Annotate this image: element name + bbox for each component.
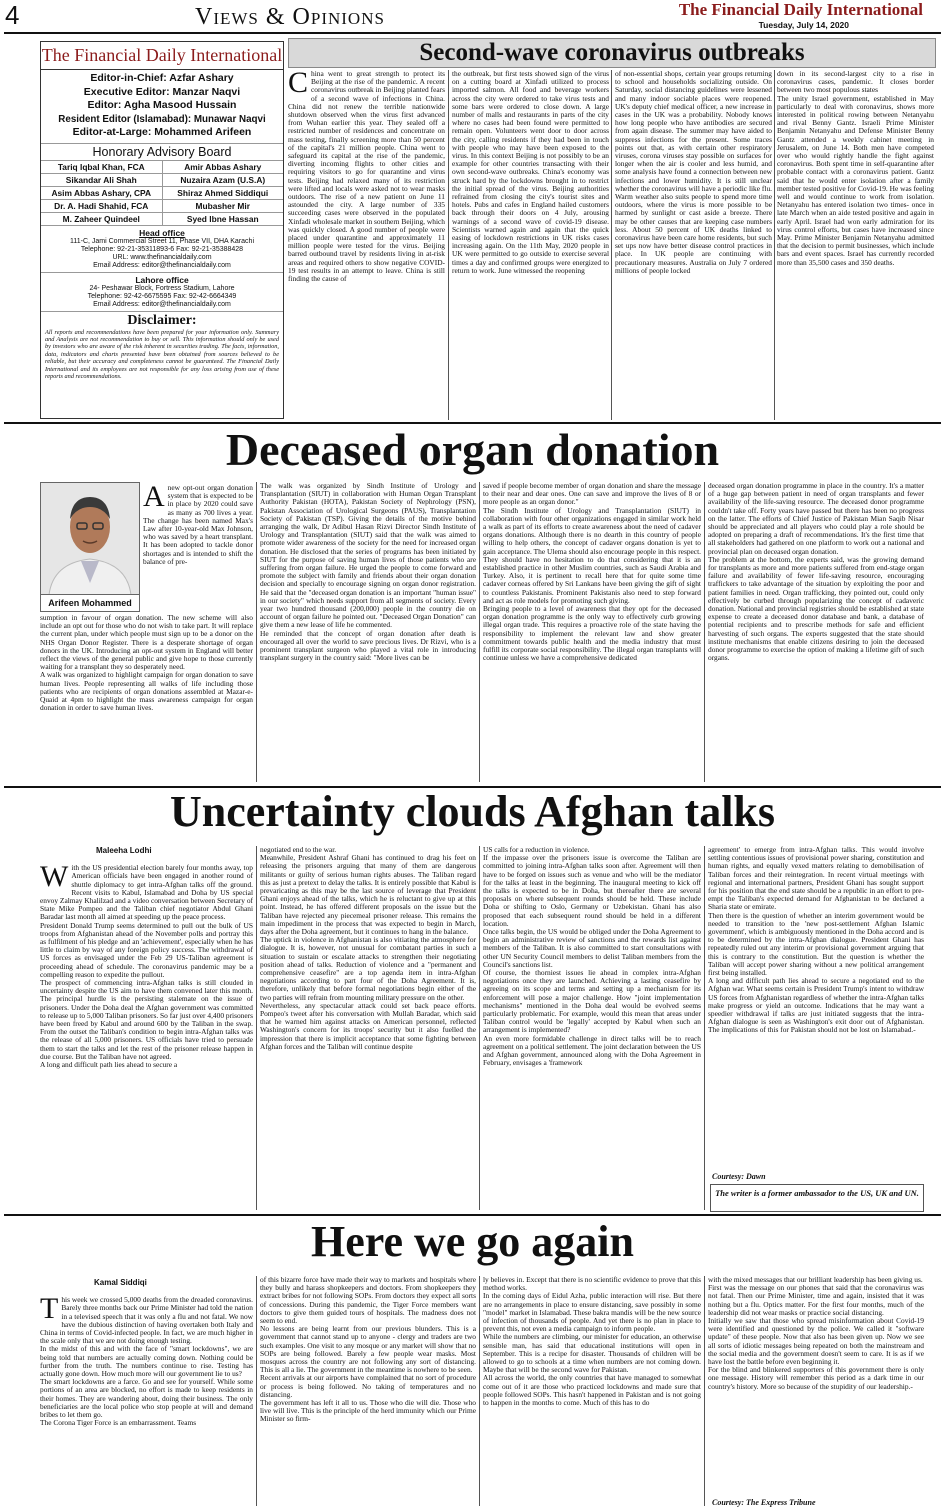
lahore-office-line: 24- Peshawar Block, Fortress Stadium, Lahore: [89, 284, 235, 292]
executive-editor: Executive Editor: Manzar Naqvi: [83, 85, 241, 98]
head-office-title: Head office: [139, 227, 185, 238]
again-byline: Kamal Siddiqi: [94, 1278, 147, 1287]
second-wave-column-1: [288, 70, 445, 422]
afghan-column-4: agreement' to emerge from intra-Afghan talks. This would involve settling contentious issues of provisional power sharing, constitution and human rights, and equally vexed matters relating to demobilisation of Taliban forces and their reintegration. In recent virtual meetings with regional and international partners, President Ghani has sought support for his position that the end state should be a republic in an effort to pre-empt the Taliban's expected demand for Afghanistan to be declared a Sharia state or emirate. Then there is the question of whether an interim government would be needed to transition to the 'new post-settlement Afghan Islamic government', which is ambiguously mentioned in the Doha accord and is to be determined by the intra-Afghan dialogue. President Ghani has repeatedly ruled out any interim or provisional government arguing that this is contrary to the constitution. But the question is whether the Taliban will accept power sharing without a new political arrangement first being installed. A long and difficult path lies ahead to secure a negotiated end to the Afghan war. What seems certain is President Trump's intent to withdraw US forces from Afghanistan regardless of whether the intra-Afghan talks make progress or yield an outcome. Indications that he may want a speedier withdrawal if talks are just initiated suggests that the intra-Afghan dialogue is seen as Washington's exit door out of Afghanistan. The implications of this for Pakistan should not be lost on Islamabad.-: [708, 846, 924, 1035]
afghan-column-2: negotiated end to the war. Meanwhile, President Ashraf Ghani has continued to drag his feet on releasing the prisoners arguing that many of them are dangerous militants or guilty of serious human rights abuses. The Taliban regard this as just a pretext to delay the talks. It is entirely possible that Kabul is prevaricating as this may be the last source of leverage that President Ghani enjoys ahead of the talks, which he is reluctant to give up at this point. Instead, he has offered different proposals on the issue but the Taliban have rejected any piecemeal prisoner release. This remains the main impediment in the process that was expected to begin in March, days after the Doha agreement, but it continues to hang in the balance. The uptick in violence in Afghanistan is also vitiating the atmosphere for dialogue. It is, however, not unusual for combatant parties in such a situation to sustain or escalate attacks to strengthen their negotiating position ahead of talks. Reduction of violence and a "permanent and comprehensive ceasefire" are a top agenda item in intra-Afghan negotiations according to part four of the Doha Agreement. It is, therefore, unlikely that before formal negotiations begin either of the two parties will refrain from mounting military pressure on the other. Nevertheless, any spectacular attack could set back peace efforts. Pompeo's tweet after his conversation with Mullah Baradar, which said that he warned him against attacks on American personnel, reflected Washington's concern for its troops' security but it also fuelled the impression that there is implicit acceptance that some fighting between Afghan forces and the Taliban will continue despite: [260, 846, 476, 1051]
column-divider: [479, 482, 480, 782]
column-divider: [704, 482, 705, 782]
organ-headline: Deceased organ donation: [225, 424, 720, 475]
column-divider: [256, 846, 257, 1210]
column-divider: [611, 70, 612, 420]
advisor: Shiraz Ahmed Siddiqui: [163, 187, 284, 200]
editor-at-large: Editor-at-Large: Mohammed Arifeen: [72, 126, 252, 138]
column-divider: [774, 70, 775, 420]
second-wave-column-3: of non-essential shops, certain year groups returning to school and households socializing outside. On Saturday, social distancing guidelines were lessened and many indoor sociable places were reopened. UK's deputy chief medical officer, a new increase in cases in the UK was a probability. Nobody knows how long people who have antibodies are secured from again disease. The summer may have aided to suppress infections for the present. Some traces points out that, as with certain other respiratory viruses, corona viruses stay possible on surfaces for longer when the air is cooler and less humid, and some analysis have found a connection between new infections and lower humidity. It is still unclear whether the coronavirus will have a periodic like flu. Warm weather also suits people to spend more time outdoors, where the virus is more possible to be harmed by sunlight or cast aside a breeze. There may be other causes that are keeping case numbers less. About 50 percent of UK deaths linked to coronavirus have been care home residents, but such set ups now have better disease control practices in place. In UK people are continuing with precautionary measures. Australia on July 7 ordered millions of people locked: [615, 70, 772, 275]
second-wave-headline: Second-wave coronavirus outbreaks: [419, 39, 805, 66]
organ-col1-top-text: new opt-out organ donation system that is expected to be in place by 2020 could save as many as 700 lives a year. The change has been named Max's Law after 10-year-old Max Johnson, who was saved by a heart transplant. It has been adopted to tackle donor shortages and is intended to shift the balance of pre-: [143, 484, 253, 566]
drop-cap: A: [143, 484, 165, 513]
advisor: Syed Ibne Hassan: [163, 213, 284, 226]
author-portrait-icon: [41, 483, 139, 595]
head-office-line: Email Address: editor@thefinancialdaily.com: [93, 261, 231, 269]
afghan-headline: Uncertainty clouds Afghan talks: [169, 787, 776, 836]
second-wave-column-2: the outbreak, but first tests showed sign of the virus on a cutting board at Xinfadi utilized to process imported salmon. All food and beverage workers across the city were ordered to take virus tests and some bars were ordered to close down. A large number of malls and restaurants in parts of the city where no cases had been found were permitted to remain open. Volunteers went door to door across the city, calling residents if they had been in touch with people who may have been exposed to the virus. In this context Beijing is not possibly to be an example for other countries transacting with their own second-wave outbreaks. China's economy was struck hard by the lockdowns brought in to restrict the initial spread of the virus. Beijing authorities refrained from closing the city's tourist sites and hotels. Pubs and cafes in England hailed customers back through their doors on 4 July, arousing warnings of a second wave of covid-19 disease. Scientists warned again and again that the quick easing of lockdown restrictions in UK risks cases increasing again. On the 11th May, 2020 people in UK were permitted to go outside to exercise several times a day and confirmed groups were energized to return to work. June witnessed the reopening: [452, 70, 609, 275]
office-divider: [41, 272, 283, 273]
section-title: Views & Opinions: [195, 4, 385, 30]
disclaimer-title: Disclaimer:: [127, 312, 197, 328]
again-courtesy: Courtesy: The Express Tribune: [712, 1498, 816, 1507]
afghan-byline: Maleeha Lodhi: [96, 846, 152, 855]
head-office-address: [41, 238, 283, 270]
afghan-courtesy: Courtesy: Dawn: [712, 1172, 766, 1181]
advisor: Mubasher Mir: [163, 200, 284, 213]
advisory-title: Honorary Advisory Board: [41, 143, 283, 161]
again-column-3: ly believes in. Except that there is no scientific evidence to prove that this method works. In the coming days of Eidul Azha, public interaction will rise. But there are no arrangements in place to ensure distancing, save possibly in some "model" market in Islamabad. These bakra mandis will be the new source of infection of thousands of people. And yet there is no plan in place to prevent this, not even a media campaign to inform people. While the numbers are climbing, our minister for education, an otherwise sensible man, has said that educational institutions will open in September. This is a recipe for disaster. Thousands of children will be allowed to go to schools at a time when numbers are not coming down. Maybe that will be the second wave for Pakistan. All across the world, the only countries that have managed to somewhat come out of it are those who practiced lockdowns and made sure that people followed SOPs. This hasn't happened in Pakistan and is not going to happen in the months to come. Much of this has to do: [483, 1276, 701, 1408]
organ-column-1-top: [143, 484, 253, 614]
again-column-4: with the mixed messages that our brilliant leadership has been giving us. First was the message on our phones that said that the coronavirus was not fatal. Then our Prime Minister, time and again, insisted that it was nothing but a flu. Optics matter. For the first four months, much of the leadership did not wear masks or practice social distancing. Initially we saw that those who spread misinformation about Covid-19 were identified and questioned by the police. We called it "software update" of these people. Now that also has been given up. Now we see all sorts of idiotic messages being repeated on both the mainstream and the social media and the government doesn't seem to care. It is as if we have lost the battle before even beginning it. For the blind and blinkered supporters of this government there is only one message. History will remember this period as a dark time in our country's history. More so because of the stupidity of our leadership.-: [708, 1276, 924, 1391]
writer-note-box: [710, 1184, 924, 1212]
column-divider: [704, 846, 705, 1210]
lahore-office-title: Lahore office: [135, 274, 189, 285]
column-divider: [479, 846, 480, 1210]
afghan-column-3: US calls for a reduction in violence. If the impasse over the prisoners issue is overcome the Taliban are committed to joining intra-Afghan talks soon after. Agreement will then have to be forged on issues such as venue and who will be the mediator for the talks at least in the beginning. The inaugural meeting to kick off the talks is expected to be in Doha, but thereafter there are several proposals on where subsequent rounds should be held. These include Doha or shifting to Oslo, Germany or Uzbekistan. Ghani has also proposed that each subsequent round should be held in a different location. Once talks begin, the US would be obliged under the Doha Agreement to begin an administrative review of sanctions and the rewards list against members of the Taliban. It is also committed to start consultations with other UN Security Council members to delist Taliban members from the Council's sanctions list. Of course, the thorniest issues lie ahead in complex intra-Afghan negotiations once they are launched. Achieving a lasting ceasefire by agreeing on its scope and terms and setting up a mechanism for its enforcement will pose a major challenge. How "joint implementation mechanisms" mentioned in the Doha deal would be evolved seems particularly problematic. For example, would this mean that areas under Taliban control would be 'legally' accepted by Kabul when such an arrangement is implemented? An even more formidable challenge in direct talks will be to reach agreement on a political settlement. The joint declaration between the US and Afghan government, announced along with the Doha Agreement in February, envisages a 'framework: [483, 846, 701, 1068]
advisory-board: [41, 161, 283, 226]
writer-note: The writer is a former ambassador to the US, UK and UN.: [715, 1188, 919, 1198]
advisory-left-column: [41, 161, 163, 226]
lahore-office-address: [41, 285, 283, 309]
page-number: 4: [5, 0, 20, 30]
advisor: Dr. A. Hadi Shahid, FCA: [41, 200, 162, 213]
header-rule: [4, 32, 941, 34]
lahore-office-line: Email Address: editor@thefinancialdaily.com: [93, 300, 231, 308]
again-headline: Here we go again: [310, 1217, 635, 1266]
again-column-1: [40, 1288, 253, 1508]
editor-in-chief: Editor-in-Chief: Azfar Ashary: [90, 72, 234, 84]
advisor: M. Zaheer Quindeel: [41, 213, 162, 226]
second-wave-column-4: down in its second-largest city to a rise in coronavirus cases, pandemic. It closes border between two most populous states The unity Israel government, established in May particularly to deal with coronavirus, shows more interested in political rowing between Netanyahu and rival Benny Gantz. Israeli Prime Minister Benjamin Netanyahu and Defense Minister Benny Gantz attended a weekly cabinet meeting in Jerusalem, on June 14. Both men have competed over who would rightly handle the fight against coronavirus. Both spent time in self-quarantine after probable contact with a coronavirus patient. Gantz said that he would enter isolation after a family member tested positive for Covid-19. He was feeling well and would continue to work from isolation. Netanyahu has entered isolation two times- once in late March when an aide tested positive and again in early April. Israel had won early admiration for its virus control efforts, but cases have increased since May. Prime Minister Benjamin Netanyahu admitted that the decision to permit businesses, which include bars and event spaces. Israel has currently recorded more than 35,500 cases and 350 deaths.: [777, 70, 934, 267]
author-photo: [40, 482, 140, 612]
drop-cap: C: [288, 70, 309, 99]
organ-column-4: deceased organ donation programme in place in the country. It's a matter of a huge gap between patient in need of organ transplants and fewer availability of the life-saving resource. The deceased donor programme couldn't take off. Forty years have passed but there has been no progress on the latter. The efforts of Chief Justice of Pakistan Mian Saqib Nisar should be appreciated and all players who could play a role should be adopted on preparing a draft of recommendations. It's the first time that all stakeholders had gathered on one platform to work out a national and provincial plan on deceased organ donation. The problem at the bottom, the experts said, was the growing demand for transplants as more and more patients suffered from end-stage organ failure and availability of fewer life-saving resource, encouraging traffickers to take advantage of the situation by exploiting the poor and patient families in need. Organ trafficking, they pointed out, could only effectively be curbed through popularizing the concept of cadaveric donation. National and provincial registries should be established at state expense to create a deceased donor database and bank, a database of potential recipients and to prescribe methods for safe and efficient harvesting of such organs. The experts suggested that the state should institute mechanisms that enable citizens desiring to join the deceased donor programme to exercise the option of making a lifetime gift of such organs.: [708, 482, 924, 663]
masthead-title: The Financial Daily International: [41, 45, 283, 65]
head-office-line: 111-C, Jami Commercial Street 11, Phase VII, DHA Karachi: [69, 237, 254, 245]
author-photo-caption: Arifeen Mohammed: [41, 594, 139, 611]
disclaimer-divider: [41, 311, 283, 312]
advisory-right-column: [163, 161, 284, 226]
advisor: Sikandar Ali Shah: [41, 174, 162, 187]
advisor: Asim Abbas Ashary, CPA: [41, 187, 162, 200]
lahore-office-line: Telephone: 92-42-6675595 Fax: 92-42-6664349: [87, 292, 237, 300]
organ-column-1-bottom: sumption in favour of organ donation. The new scheme will also include an opt out for those who do not wish to take part. It will replace the current plan, under which people must sign up to be a donor on the NHS Organ Donor Register. There is a desperate shortage of organ donors in the UK. Introducing an opt-out system in England will better reflect the views of the general public and give hope to those currently waiting for a transplant they so desperately need. A walk was organized to highlight campaign for organ donation to save human lives. People representing all walks of life including those patients who are recipients of organ donations assembled at Mazar-e-Quaid at 4pm to highlight the mass awareness campaign for organ donation in order to save human lives.: [40, 614, 253, 713]
again-col1-text: his week we crossed 5,000 deaths from the dreaded coronavirus. Barely three months back our Prime Minister had told the nation in a televised speech that it was only a flu and not fatal. We now have the dubious distinction of having overtaken both Italy and China in terms of Covid-infected people. In fact, we are much higher in the scale only that we are not doing enough testing. In the midst of this and with the face of "smart lockdowns", we are being told that numbers are actually coming down. Nothing could be further from the truth. The numbers continue to rise. Testing has actually gone down. How much more will our government lie to us? The smart lockdowns are a farce. Go and see for yourself. While some portions of an area are blocked, no effort is made to keep residents in their homes. They are wandering about, doing their business. The only beneficiaries are the local police who stop people at will and demand bribes to let them go. The Corona Tiger Force is an embarrassment. Teams: [40, 1295, 253, 1428]
column-divider: [256, 482, 257, 782]
advisor: Nuzaira Azam (U.S.A): [163, 174, 284, 187]
header-paper-name: The Financial Daily International: [678, 0, 923, 19]
head-office-line: URL: www.thefinancialdaily.com: [112, 253, 212, 261]
masthead-divider: [41, 69, 283, 70]
column-divider: [256, 1276, 257, 1506]
again-column-2: of this bizarre force have made their way to markets and hospitals where they bully and harass shopkeepers and doctors. From shopkeepers they extract bribes for not following SOPs. From doctors they expect all sorts of concessions. During this pandemic, the Tiger Force members want doctors to give them guided tours of hospitals. The madness does not seem to end. No lessons are being learnt from our previous blunders. This is a government that cannot stand up to anyone - clergy and traders are two such examples. One visit to any mosque or any market will show that no SOPs are being followed. Barely a few people wear masks. Most mosques across the country are not following any sort of distancing. This is all a lie. The government in the meantime is nowhere to be seen. Recent arrivals at our airports have complained that no sort of procedure or process is being followed. No taking of temperatures and no distancing. The government has left it all to us. Those who die will die. Those who live will live. This is the principle of the herd immunity which our Prime Minister so firm-: [260, 1276, 476, 1424]
advisor: Amir Abbas Ashary: [163, 161, 284, 174]
organ-column-3: saved if people become member of organ donation and share the message to their near and dear ones. One can save and improve the lives of 8 or more people as an organ donor." The Sindh Institute of Urology and Transplantation (SIUT) in collaboration with four other organizations engaged in similar work held a walk as part of its efforts to create awareness about the need of cadaver organs donations. Although there is no dearth in this country of people willing to help others, the concept of cadaver organs donation is yet to gain acceptance. The Ulema should also encourage people in this respect. They should have no hesitation to do that considering that it is an established practice in other Muslim countries, such as Saudi Arabia and Turkey. Also, it is pertinent to recall here that for quite some time cadaver corneas offered by Sri Lankans have been giving the gift of sight to countless Pakistanis. Prominent Pakistanis also need to step forward and act as role models for promoting such giving. Bringing people to a level of awareness that they opt for the deceased organ donation programme is the only way to effectively curb growing illegal organ trade. This requires a proactive role of the state having the responsibility to implement the relevant law and show greater commitment towards public health and the media industry that must fulfill its corporate social responsibility. The illegal organ transplants will continue unless we have a comprehensive dedicated: [483, 482, 701, 663]
head-office-line: Telephone: 92-21-35311893-6 Fax: 92-21-35388428: [80, 245, 244, 253]
column-divider: [448, 70, 449, 420]
drop-cap: T: [40, 1292, 59, 1326]
drop-cap: W: [40, 860, 69, 894]
afghan-col1-text: ith the US presidential election barely four months away, top American officials have been engaged in another round of shuttle diplomacy to get intra-Afghan talks off the ground. Recent visits to Kabul, Islamabad and Doha by US special envoy Zalmay Khalilzad and a video conversation between Secretary of State Mike Pompeo and the Taliban chief negotiator Abdul Ghani Baradar last month all aimed at speeding up the peace process. President Donald Trump seems determined to pull out the bulk of US troops from Afghanistan ahead of the November polls and portray this as fulfilment of his pledge and an 'achievement', especially when he has little to claim by way of any foreign policy success. The withdrawal of US forces as envisaged under the Feb 29 US-Taliban agreement is proceeding ahead of schedule. The coronavirus pandemic may be a compelling reason to expedite the pullout. The prospect of commencing intra-Afghan talks is still clouded in uncertainty despite the US aim to have them convened later this month. The principal hurdle is the persisting stalemate on the issue of prisoners. Under the Doha deal the Afghan government was committed to release up to 5,000 Taliban prisoners. So far just over 4,400 prisoners have been freed by Kabul and around 600 by the Taliban in the swap. From the outset the Taliban's condition to begin intra-Afghan talks was the release of all 5,000 prisoners. US officials have tried to persuade them to start the talks and let the rest of the prisoner release happen in due course. But the Taliban have not agreed. A long and difficult path lies ahead to secure a: [40, 863, 253, 1070]
editor: Editor: Agha Masood Hussain: [87, 99, 237, 111]
resident-editor: Resident Editor (Islamabad): Munawar Naqvi: [58, 113, 266, 125]
column-divider: [479, 1276, 480, 1506]
organ-column-2: The walk was organized by Sindh Institute of Urology and Transplantation (SIUT) in collaboration with Human Organ Transplant Authority Pakistan (HOTA), Pakistan Society of Nephrology (PSN), Pakistan Association of Urological Surgeons (PAUS), Transplantation Society of Pakistan (TSP). Giving the details of the motive behind arranging the walk, Dr Adibul Hasan Rizvi Director Sindh Institute of Urology and Transplantation (SIUT) said that the walk was aimed to promote wider awareness of the society for the need for increased organ donation. He disclosed that the series of programs has been initiated by SIUT for the purpose of saving human lives of those patients who are suffering from organ failure. He urged the people to come forward and promote the subject with family and friends about their organ donation decision and specially to encourage signing on organ donor registration. He said that the "deceased organ donation is an important "human issue" in our society" which needs support from all segments of society. Every year two hundred thousand (200,000) people in the country die on account of organ failure he pointed out. "Deceased Organ Donation" can give them a new lease of life he commented. He reminded that the concept of organ donation after death is encouraged all over the world to save precious lives. Dr Rizvi, who is a prominent transplant surgeon who played a vital role in introducing transplant surgery in the country said: "More lives can be: [260, 482, 476, 663]
second-wave-headline-bar: [288, 38, 936, 68]
afghan-column-1: [40, 856, 253, 1212]
masthead-box: [40, 41, 284, 419]
advisor: Tariq Iqbal Khan, FCA: [41, 161, 162, 174]
second-wave-col1-text: hina went to great strength to protect its Beijing at the rise of the pandemic. A recent coronavirus outbreak in Beijing planted fears of a second wave of infections in China. China did not renew the terrible nationwide shutdown observed when the virus first advanced from Wuhan earlier this year. They sealed off a restricted number of residences and concentrate on mass testing, finally screening more than 50 percent of the capital's 21 million people. China went to safeguard its capital at the rise of the pandemic, diverting incoming flights to other cities and requiring visitors to go for quarantine and virus tests. Beijing had relaxed many of its restriction were lifted and locals were asked not to wear masks outdoors. The rise of a new patient on June 11 astounded the city. A large number of 335 succeeding cases were observed in the populated Xinfadi wholesale market in southern Beijing, which was quickly closed. A good number of people were placed under quarantine and approximately 11 million people were tested for the virus. Beijing barred outbound travel by residents living in at-risk areas and required others to show negative COVID-19 test results in an attempt to leave. China is still finding the cause of: [288, 70, 445, 284]
column-divider: [704, 1276, 705, 1506]
header-date: Tuesday, July 14, 2020: [758, 20, 849, 30]
disclaimer-text: All reports and recommendations have been prepared for your information only. Summary and Analysis are not recommendation to buy or sell. This information should only be used by investors who are aware of the risk inherent in securities trading. The facts, information, data, indicators and charts presented have been obtained from sources believed to be reliable, but their accuracy and completeness cannot be guaranteed. The Financial Daily International and its employees are not responsible for any loss arising from use of these reports and recommendations.: [45, 328, 279, 380]
